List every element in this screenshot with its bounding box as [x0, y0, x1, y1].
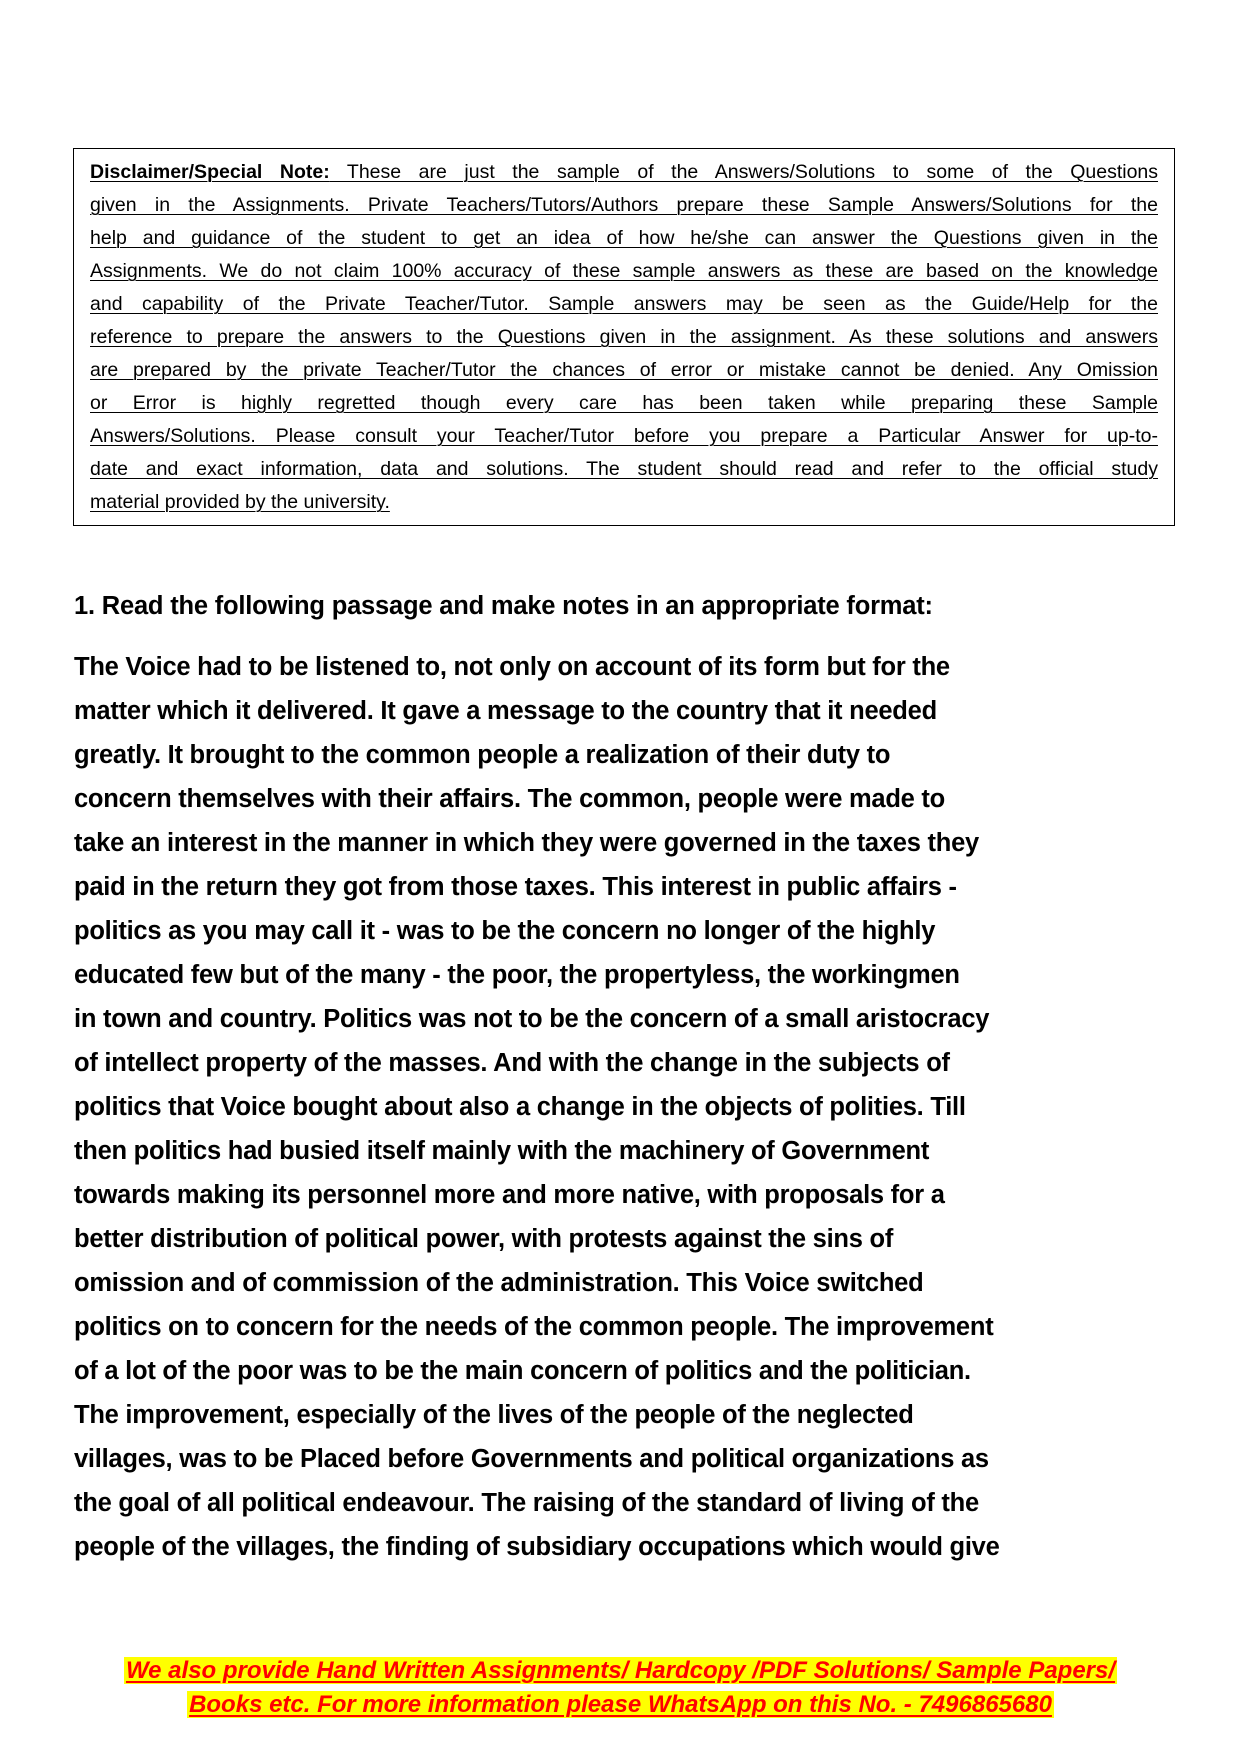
passage-line: then politics had busied itself mainly with the machinery of Government	[74, 1137, 930, 1165]
disclaimer-box	[73, 148, 1175, 526]
passage-line: politics that Voice bought about also a change in the objects of polities. Till	[74, 1093, 966, 1121]
disclaimer-line: given in the Assignments. Private Teachers/Tutors/Authors prepare these Sample Answers/Solutions for the	[90, 194, 1158, 216]
passage-line: better distribution of political power, with protests against the sins of	[74, 1225, 894, 1253]
promo-text: We also provide Hand Written Assignments/ Hardcopy /PDF Solutions/ Sample Papers/	[125, 1657, 1116, 1684]
passage-line: The improvement, especially of the lives of the people of the neglected	[74, 1401, 914, 1429]
passage-line: concern themselves with their affairs. The common, people were made to	[74, 785, 945, 813]
promo-line	[0, 1656, 1241, 1686]
promo-contact-text: Books etc. For more information please WhatsApp on this No. - 7496865680	[189, 1691, 1052, 1718]
passage-line: The Voice had to be listened to, not only on account of its form but for the	[74, 653, 950, 681]
passage-line: the goal of all political endeavour. The raising of the standard of living of the	[74, 1489, 979, 1517]
passage-line: take an interest in the manner in which they were governed in the taxes they	[74, 829, 979, 857]
passage-line: omission and of commission of the administration. This Voice switched	[74, 1269, 924, 1297]
passage-line: greatly. It brought to the common people a realization of their duty to	[74, 741, 891, 769]
passage-line: people of the villages, the finding of subsidiary occupations which would give	[74, 1533, 1000, 1561]
passage-line: in town and country. Politics was not to be the concern of a small aristocracy	[74, 1005, 990, 1033]
disclaimer-line: help and guidance of the student to get an idea of how he/she can answer the Questions given in the	[90, 227, 1158, 249]
disclaimer-line: material provided by the university.	[90, 491, 390, 513]
disclaimer-line: Assignments. We do not claim 100% accuracy of these sample answers as these are based on the knowledge	[90, 260, 1158, 282]
disclaimer-line: are prepared by the private Teacher/Tutor the chances of error or mistake cannot be denied. Any Omission	[90, 359, 1158, 381]
disclaimer-line: or Error is highly regretted though every care has been taken while preparing these Sample	[90, 392, 1158, 414]
disclaimer-line: and capability of the Private Teacher/Tutor. Sample answers may be seen as the Guide/Help for the	[90, 293, 1158, 315]
disclaimer-line: date and exact information, data and solutions. The student should read and refer to the official study	[90, 458, 1158, 480]
question-heading: 1. Read the following passage and make notes in an appropriate format:	[74, 592, 933, 620]
passage-line: villages, was to be Placed before Governments and political organizations as	[74, 1445, 989, 1473]
disclaimer-line: Answers/Solutions. Please consult your Teacher/Tutor before you prepare a Particular Answer for up-to-	[90, 425, 1158, 447]
disclaimer-text: These are just the sample of the Answers/Solutions to some of the Questions	[329, 161, 1159, 183]
passage-line: of a lot of the poor was to be the main concern of politics and the politician.	[74, 1357, 971, 1385]
passage-line: politics as you may call it - was to be the concern no longer of the highly	[74, 917, 936, 945]
passage-line: matter which it delivered. It gave a message to the country that it needed	[74, 697, 937, 725]
passage-line: educated few but of the many - the poor, the propertyless, the workingmen	[74, 961, 960, 989]
promo-line	[0, 1690, 1241, 1720]
passage-line: politics on to concern for the needs of the common people. The improvement	[74, 1313, 994, 1341]
passage-line: towards making its personnel more and more native, with proposals for a	[74, 1181, 945, 1209]
passage-line: paid in the return they got from those taxes. This interest in public affairs -	[74, 873, 957, 901]
disclaimer-line	[90, 161, 1158, 183]
disclaimer-line: reference to prepare the answers to the Questions given in the assignment. As these solutions and answers	[90, 326, 1158, 348]
passage-line: of intellect property of the masses. And with the change in the subjects of	[74, 1049, 950, 1077]
disclaimer-label: Disclaimer/Special Note:	[90, 161, 330, 183]
